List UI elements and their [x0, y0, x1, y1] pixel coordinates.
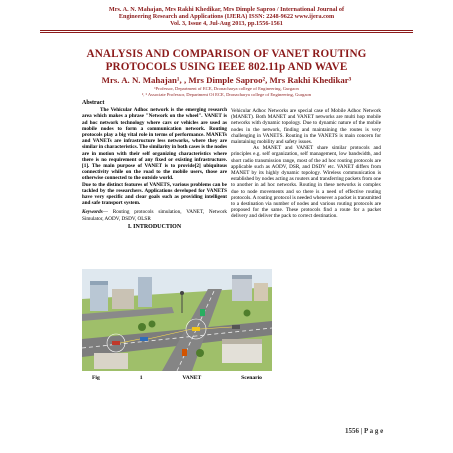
- paper-title: [40, 48, 413, 73]
- vanet-scenario-figure: [82, 269, 272, 371]
- affiliations: [40, 86, 413, 97]
- body-paragraph-2: As MANET and VANET share similar protocols and principles e.g. self organization, self management, low bandwidth, and short radio transmission range, most of the ad hoc routing protocols are applicable such as AODV, DSR, and DSDV etc. VANET differs from MANET by its highly dynamic topology. Wireless communication is established by nodes acting as routers and transferring packets from one to another in ad hoc networks. Routing in these networks is complex due to node movements and so there is a need of effective routing protocols. A routing protocol is needed whenever a packet is transmitted to a destination via number of nodes and various routing protocols are proposed for the same. These protocols find a route for a packet delivery and deliver the pack to correct destination.: [231, 145, 381, 220]
- right-column: [231, 108, 381, 220]
- abstract-paragraph-2: Due to the distinct features of VANETS, various problems can be tackled by the researchers. Applications developed for VANETS have very specific and clear goals such as providing intelligent and safe transport system.: [82, 181, 227, 207]
- page-number-footer: 1556 | P a g e: [345, 427, 384, 435]
- header-rule-2: [40, 32, 413, 33]
- body-paragraph: Vehicular Adhoc Networks are special case of Mobile Adhoc Network (MANET). Both MANET and VANET networks are multi hop mobile networks with dynamic topology. Due to dynamic nature of the mobile nodes in the network, finding and maintaining the routes is very challenging in VANETS. Routing in the VANETS is main concern for maintaining mobility and safety issues.: [231, 108, 381, 146]
- caption-part: Scenario: [241, 375, 262, 381]
- abstract-heading: Abstract: [82, 100, 105, 106]
- caption-part: 1: [139, 375, 143, 381]
- header-rule: [40, 30, 413, 31]
- figure-caption: [82, 375, 272, 381]
- affiliation-line: ¹Professor, Department of ECE, Dronacharya college of Engineering, Gurgaon: [154, 86, 299, 91]
- title-line: ANALYSIS AND COMPARISON OF VANET ROUTING: [86, 48, 367, 60]
- left-column: [82, 100, 227, 230]
- authors: Mrs. A. N. Mahajan¹, , Mrs Dimple Saproo², Mrs Rakhi Khedikar³: [101, 75, 352, 85]
- caption-part: Fig: [92, 375, 100, 381]
- header-line: Vol. 3, Issue 4, Jul-Aug 2013, pp.1556-1561: [170, 20, 283, 28]
- keywords-text: — Routing protocols simulation, VANET, Network Simulator, AODV, DSDV, OLSR: [82, 209, 227, 222]
- header-line: Mrs. A. N. Mahajan, Mrs Rakhi Khedikar, Mrs Dimple Saproo / International Journal of: [108, 6, 345, 13]
- introduction-heading: I. INTRODUCTION: [127, 223, 182, 230]
- title-line: PROTOCOLS USING IEEE 802.11p AND WAVE: [105, 60, 348, 73]
- affiliation-line: ², ³ Associate Professor, Department Of ECE, Dronacharya college of Engineering, Gurgaon: [141, 91, 312, 97]
- journal-header: [0, 6, 453, 28]
- keywords-label: Keywords: [82, 209, 103, 216]
- keywords: [82, 209, 227, 221]
- caption-part: VANET: [182, 375, 202, 381]
- abstract-paragraph: The Vehicular Adhoc network is the emerging research area which makes a phrase "Network on the wheel". VANET is ad hoc network technology where cars or vehicles are used as mobile nodes to form a communication network. Routing protocols play a big vital role in terms of performance. MANETs and VANETs are infrastructure less networks, where they are similar in characteristics. The similarity in both cases is the nodes are in motion with their self organizing characteristics where there is no requirement of any fixed or existing infrastructure. [1]. The main purpose of VANET is to provide[2] ubiquitous connectivity while on the road to the mobile users, those are otherwise connected to the outside world.: [82, 107, 227, 182]
- header-line: Engineering Research and Applications (IJERA) ISSN: 2248-9622 www.ijera.com: [118, 13, 335, 21]
